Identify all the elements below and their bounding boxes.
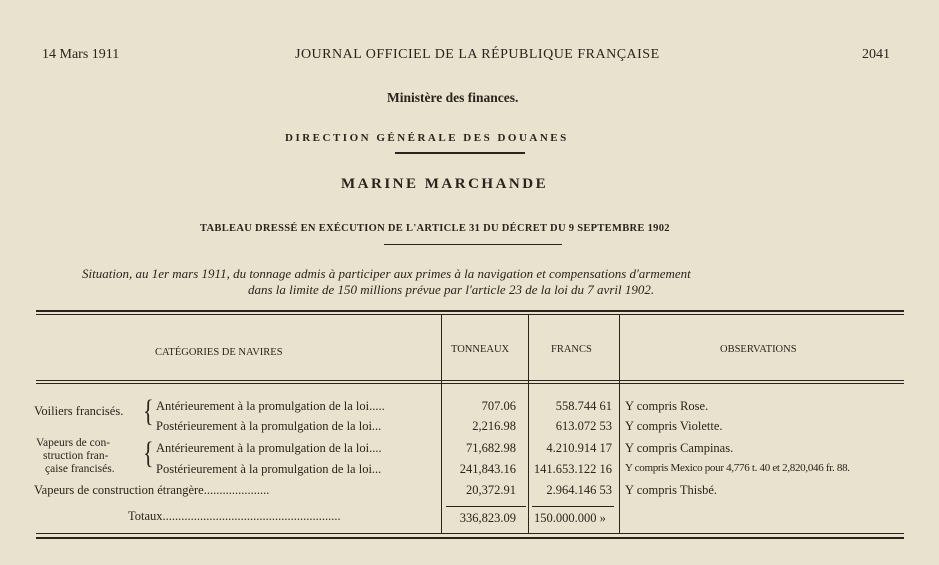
row-tonneaux: 20,372.91: [466, 483, 516, 497]
row-observation: Y compris Thisbé.: [625, 483, 718, 497]
section-title: MARINE MARCHANDE: [341, 176, 549, 192]
table-subtitle: TABLEAU DRESSÉ EN EXÉCUTION DE L'ARTICLE 31 DU DÉCRET DU 9 SEPTEMBRE 1902: [200, 223, 670, 234]
row-label: Antérieurement à la promulgation de la loi.....: [156, 399, 385, 413]
header-tonneaux: TONNEAUX: [451, 344, 510, 355]
group-brace: {: [143, 434, 154, 470]
row-observation: Y compris Mexico pour 4,776 t. 40 et 2,820,046 fr. 88.: [625, 462, 850, 474]
row-francs: 613.072 53: [555, 419, 612, 433]
subtitle-underline: [384, 244, 562, 245]
direction-underline: [395, 152, 525, 154]
row-francs: 2.964.146 53: [546, 483, 612, 497]
totals-tonneaux: 336,823.09: [459, 511, 516, 525]
row-label: Postérieurement à la promulgation de la loi...: [156, 462, 382, 476]
table-bottom-rule-thin: [36, 533, 904, 534]
row-observation: Y compris Rose.: [625, 399, 709, 413]
row-tonneaux: 707.06: [481, 399, 516, 413]
group-vapeurs-line-3: çaise francisés.: [45, 463, 115, 475]
row-tonneaux: 2,216.98: [472, 419, 516, 433]
row-observation: Y compris Campinas.: [625, 441, 734, 455]
row-label: Postérieurement à la promulgation de la loi...: [156, 419, 382, 433]
row-label: Vapeurs de construction étrangère.....................: [34, 483, 270, 497]
column-divider-1: [441, 315, 442, 533]
column-divider-2: [528, 315, 529, 533]
totals-rule-francs: [532, 506, 614, 507]
group-voiliers: Voiliers francisés.: [34, 404, 124, 418]
group-vapeurs-line-2: struction fran-: [43, 450, 109, 462]
row-observation: Y compris Violette.: [625, 419, 723, 433]
table-top-rule: [36, 310, 904, 312]
header-observations: OBSERVATIONS: [720, 344, 797, 355]
row-tonneaux: 71,682.98: [466, 441, 516, 455]
totals-francs: 150.000.000 »: [534, 511, 606, 525]
row-francs: 558.744 61: [555, 399, 612, 413]
row-francs: 4.210.914 17: [546, 441, 612, 455]
totals-rule-tonneaux: [446, 506, 526, 507]
header-bottom-rule: [36, 380, 904, 381]
situation-line-2: dans la limite de 150 millions prévue par l'article 23 de la loi du 7 avril 1902.: [248, 282, 655, 297]
page-number: 2041: [862, 47, 890, 62]
header-bottom-rule-2: [36, 383, 904, 384]
column-divider-3: [619, 315, 620, 533]
group-brace: {: [143, 392, 154, 428]
situation-line-1: Situation, au 1er mars 1911, du tonnage admis à participer aux primes à la navigation et compensations d'armement: [82, 266, 691, 281]
header-francs: FRANCS: [551, 344, 592, 355]
row-tonneaux: 241,843.16: [459, 462, 516, 476]
direction-heading: DIRECTION GÉNÉRALE DES DOUANES: [285, 132, 569, 144]
row-francs: 141.653.122 16: [533, 462, 612, 476]
table-top-rule-thin: [36, 314, 904, 315]
journal-title: JOURNAL OFFICIEL DE LA RÉPUBLIQUE FRANÇAISE: [295, 47, 660, 62]
group-vapeurs-line-1: Vapeurs de con-: [36, 437, 111, 449]
header-categories: CATÉGORIES DE NAVIRES: [155, 347, 283, 358]
issue-date: 14 Mars 1911: [42, 47, 120, 62]
table-bottom-rule: [36, 537, 904, 539]
totals-label: Totaux.........................................................: [128, 509, 341, 523]
ministry-heading: Ministère des finances.: [387, 90, 519, 105]
row-label: Antérieurement à la promulgation de la loi....: [156, 441, 382, 455]
